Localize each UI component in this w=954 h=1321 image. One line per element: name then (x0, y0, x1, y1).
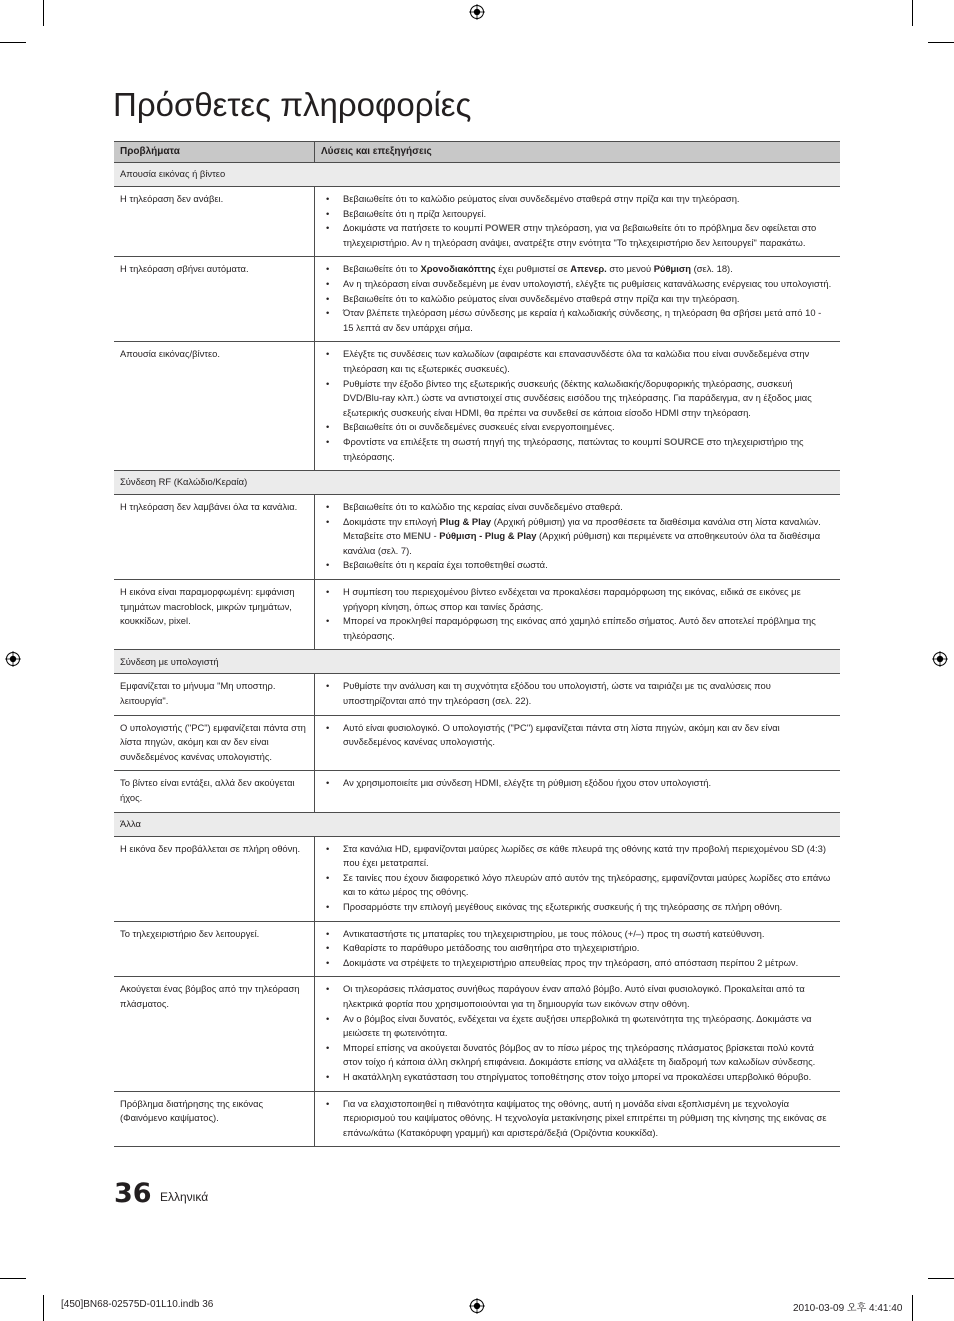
problem-cell: Η τηλεόραση δεν λαμβάνει όλα τα κανάλια. (114, 495, 315, 580)
solution-item: • Στα κανάλια HD, εμφανίζονται μαύρες λωρίδες σε κάθε πλευρά της οθόνης κατά την προβολή περιεχομένου SD (4:3) που έχει μετατραπεί. (321, 842, 834, 871)
solution-item: • Μπορεί επίσης να ακούγεται δυνατός βόμβος αν το πίσω μέρος της τηλεόρασης πλάσματος βρίσκεται πολύ κοντά στον τοίχο ή κάποια άλλη σκληρή επιφάνεια. Δοκιμάστε επίσης να αλλάξετε τη διαδρομή των καλωδίων σύνδεσης. (321, 1041, 834, 1070)
solution-item: • Αν η τηλεόραση είναι συνδεδεμένη με έναν υπολογιστή, ελέγξτε τις ρυθμίσεις κατανάλωσης ενέργειας του υπολογιστή. (321, 277, 834, 292)
table-row (114, 187, 840, 257)
table-row (114, 715, 840, 771)
section-title: Σύνδεση RF (Καλώδιο/Κεραία) (114, 471, 840, 495)
problem-cell: Εμφανίζεται το μήνυμα "Μη υποστηρ. λειτουργία". (114, 674, 315, 715)
solution-item: • Όταν βλέπετε τηλεόραση μέσω σύνδεσης με κεραία ή καλωδιακής σύνδεσης, η τηλεόραση θα σβήσει μετά από 10 - 15 λεπτά αν δεν υπάρχει σήμα. (321, 306, 834, 335)
problem-cell: Πρόβλημα διατήρησης της εικόνας (Φαινόμενο καψίματος). (114, 1091, 315, 1147)
problem-cell: Η εικόνα είναι παραμορφωμένη: εμφάνιση τμημάτων macroblock, μικρών τμημάτων, κουκκίδων, pixel. (114, 580, 315, 650)
registration-mark-icon (469, 4, 485, 20)
solution-item: • Βεβαιωθείτε ότι το Χρονοδιακόπτης έχει ρυθμιστεί σε Απενερ. στο μενού Ρύθμιση (σελ. 18). (321, 262, 834, 277)
solution-item: • Η συμπίεση του περιεχομένου βίντεο ενδέχεται να προκαλέσει παραμόρφωση της εικόνας, ειδικά σε εικόνες με γρήγορη κίνηση, όπως σπορ και ταινίες δράσης. (321, 585, 834, 614)
solution-item: • Η ακατάλληλη εγκατάσταση του στηρίγματος τοποθέτησης στον τοίχο μπορεί να προκαλέσει υπερβολικό θόρυβο. (321, 1070, 834, 1085)
solution-cell (315, 715, 841, 771)
solution-item: • Αν χρησιμοποιείτε μια σύνδεση HDMI, ελέγξτε τη ρύθμιση εξόδου ήχου στον υπολογιστή. (321, 776, 834, 791)
crop-mark (43, 0, 44, 26)
solution-item: • Καθαρίστε το παράθυρο μετάδοσης του αισθητήρα στο τηλεχειριστήριο. (321, 941, 834, 956)
header-solutions: Λύσεις και επεξηγήσεις (315, 142, 841, 163)
registration-mark-icon (5, 651, 21, 667)
solution-item: • Δοκιμάστε να στρέψετε το τηλεχειριστήριο απευθείας προς την τηλεόραση, από απόσταση περίπου 2 μέτρων. (321, 956, 834, 971)
section-title: Άλλα (114, 812, 840, 836)
problem-cell: Το βίντεο είναι εντάξει, αλλά δεν ακούγεται ήχος. (114, 771, 315, 812)
section-row (114, 471, 840, 495)
table-row (114, 1091, 840, 1147)
problem-cell: Ο υπολογιστής ("PC") εμφανίζεται πάντα στη λίστα πηγών, ακόμη και αν δεν είναι συνδεδεμένος κανένας υπολογιστής. (114, 715, 315, 771)
solution-item: • Ρυθμίστε την ανάλυση και τη συχνότητα εξόδου του υπολογιστή, ώστε να ταιριάζει με τις αναλύσεις που υποστηρίζονται από την τηλεόραση (σελ. 22). (321, 679, 834, 708)
solution-item: • Βεβαιωθείτε ότι το καλώδιο ρεύματος είναι συνδεδεμένο σταθερά στην πρίζα και την τηλεόραση. (321, 192, 834, 207)
print-slug-timestamp: 2010-03-09 오후 4:41:40 (793, 1303, 903, 1314)
problem-cell: Το τηλεχειριστήριο δεν λειτουργεί. (114, 921, 315, 977)
solution-cell (315, 495, 841, 580)
solution-cell (315, 836, 841, 921)
section-row (114, 812, 840, 836)
solution-item: • Βεβαιωθείτε ότι η κεραία έχει τοποθετηθεί σωστά. (321, 558, 834, 573)
registration-mark-icon (469, 1298, 485, 1314)
solution-cell (315, 257, 841, 342)
troubleshooting-table (114, 141, 840, 1147)
crop-mark (928, 42, 954, 43)
solution-item: • Δοκιμάστε να πατήσετε το κουμπί POWER στην τηλεόραση, για να βεβαιωθείτε ότι το πρόβλημα δεν οφείλεται στο τηλεχειριστήριο. Αν η τηλεόραση ανάψει, ανατρέξτε στην ενότητα "Το τηλεχειριστήριο δεν λειτουργεί" παρακάτω. (321, 221, 834, 250)
table-row (114, 836, 840, 921)
solution-cell (315, 771, 841, 812)
problem-cell: Ακούγεται ένας βόμβος από την τηλεόραση πλάσματος. (114, 977, 315, 1091)
solution-item: • Ρυθμίστε την έξοδο βίντεο της εξωτερικής συσκευής (δέκτης καλωδιακής/δορυφορικής τηλεόρασης, συσκευή DVD/Blu-ray κλπ.) ώστε να αντιστοιχεί στις συνδέσεις εισόδου της τηλεόρασης. Για παράδειγμα, αν η έξοδος μιας εξωτερικής συσκευής είναι HDMI, θα πρέπει να συνδεθεί σε κάποια είσοδο HDMI στην τηλεόραση. (321, 377, 834, 421)
solution-item: • Φροντίστε να επιλέξετε τη σωστή πηγή της τηλεόρασης, πατώντας το κουμπί SOURCE στο τηλεχειριστήριο της τηλεόρασης. (321, 435, 834, 464)
menu-keyword: MENU (403, 530, 431, 542)
solution-item: • Βεβαιωθείτε ότι το καλώδιο ρεύματος είναι συνδεδεμένο σταθερά στην πρίζα και την τηλεόραση. (321, 292, 834, 307)
solution-cell (315, 187, 841, 257)
solution-cell (315, 580, 841, 650)
problem-cell: Η τηλεόραση δεν ανάβει. (114, 187, 315, 257)
solution-cell (315, 1091, 841, 1147)
solution-cell (315, 342, 841, 471)
page-number: 36 (114, 1178, 152, 1209)
crop-mark (43, 1295, 44, 1321)
table-row (114, 495, 840, 580)
page-title: Πρόσθετες πληροφορίες (113, 86, 472, 123)
problem-cell: Η εικόνα δεν προβάλλεται σε πλήρη οθόνη. (114, 836, 315, 921)
problem-cell: Απουσία εικόνας/βίντεο. (114, 342, 315, 471)
section-row (114, 650, 840, 674)
table-header-row (114, 142, 840, 163)
solution-cell (315, 674, 841, 715)
power-keyword: POWER (485, 222, 521, 234)
table-row (114, 921, 840, 977)
table-row (114, 342, 840, 471)
solution-item: • Για να ελαχιστοποιηθεί η πιθανότητα καψίματος της οθόνης, αυτή η μονάδα είναι εξοπλισμένη με τεχνολογία περιορισμού του καψίματος οθόνης. Η τεχνολογία μετακίνησης pixel επιτρέπει τη ρύθμιση της κίνησης της εικόνας σε επάνω/κάτω (Κατακόρυφη γραμμή) και αριστερά/δεξιά (Οριζόντια κουκκίδα). (321, 1097, 834, 1141)
page-language: Ελληνικά (160, 1190, 209, 1204)
solution-item: • Αν ο βόμβος είναι δυνατός, ενδέχεται να έχετε αυξήσει υπερβολικά τη φωτεινότητα της τηλεόρασης. Δοκιμάστε να μειώσετε τη φωτεινότητα. (321, 1012, 834, 1041)
table-row (114, 674, 840, 715)
source-keyword: SOURCE (663, 435, 705, 447)
solution-item: • Οι τηλεοράσεις πλάσματος συνήθως παράγουν έναν απαλό βόμβο. Αυτό είναι φυσιολογικό. Προκαλείται από τα ηλεκτρικά φορτία που χρησιμοποιούνται για τη δημιουργία των εικόνων στην οθόνη. (321, 982, 834, 1011)
section-row (114, 163, 840, 187)
problem-cell: Η τηλεόραση σβήνει αυτόματα. (114, 257, 315, 342)
section-title: Απουσία εικόνας ή βίντεο (114, 163, 840, 187)
crop-mark (0, 42, 26, 43)
crop-mark (0, 1278, 26, 1279)
solution-item: • Βεβαιωθείτε ότι το καλώδιο της κεραίας είναι συνδεδεμένο σταθερά. (321, 500, 834, 515)
header-problems: Προβλήματα (114, 142, 315, 163)
table-row (114, 771, 840, 812)
crop-mark (912, 0, 913, 26)
registration-mark-icon (932, 651, 948, 667)
solution-item: • Βεβαιωθείτε ότι η πρίζα λειτουργεί. (321, 207, 834, 222)
print-slug-file: [450]BN68-02575D-01L10.indb 36 (61, 1299, 214, 1310)
solution-item: • Ελέγξτε τις συνδέσεις των καλωδίων (αφαιρέστε και επανασυνδέστε όλα τα καλώδια που είναι συνδεδεμένα στην τηλεόραση και τις εξωτερικές συσκευές). (321, 347, 834, 376)
solution-cell (315, 921, 841, 977)
solution-item: • Αντικαταστήστε τις μπαταρίες του τηλεχειριστηρίου, με τους πόλους (+/–) προς τη σωστή κατεύθυνση. (321, 927, 834, 942)
solution-item: • Αυτό είναι φυσιολογικό. Ο υπολογιστής ("PC") εμφανίζεται πάντα στη λίστα πηγών, ακόμη και αν δεν είναι συνδεδεμένος κανένας υπολογιστής. (321, 721, 834, 750)
crop-mark (928, 1278, 954, 1279)
solution-item: • Σε ταινίες που έχουν διαφορετικό λόγο πλευρών από αυτόν της τηλεόρασης, εμφανίζονται μαύρες λωρίδες στο επάνω και το κάτω μέρος της οθόνης. (321, 871, 834, 900)
solution-item: • Προσαρμόστε την επιλογή μεγέθους εικόνας της εξωτερικής συσκευής ή της τηλεόρασης σε πλήρη οθόνη. (321, 900, 834, 915)
table-row (114, 257, 840, 342)
table-row (114, 977, 840, 1091)
solution-item: • Μπορεί να προκληθεί παραμόρφωση της εικόνας από χαμηλό επίπεδο σήματος. Αυτό δεν αποτελεί πρόβλημα της τηλεόρασης. (321, 614, 834, 643)
table-row (114, 580, 840, 650)
solution-cell (315, 977, 841, 1091)
solution-item: • Δοκιμάστε την επιλογή Plug & Play (Αρχική ρύθμιση) για να προσθέσετε τα διαθέσιμα κανάλια στη λίστα καναλιών. Μεταβείτε στο MENU - Ρύθμιση - Plug & Play (Αρχική ρύθμιση) και περιμένετε να αποθηκευτούν όλα τα διαθέσιμα κανάλια (σελ. 7). (321, 515, 834, 559)
crop-mark (912, 1295, 913, 1321)
section-title: Σύνδεση με υπολογιστή (114, 650, 840, 674)
solution-item: • Βεβαιωθείτε ότι οι συνδεδεμένες συσκευές είναι ενεργοποιημένες. (321, 420, 834, 435)
